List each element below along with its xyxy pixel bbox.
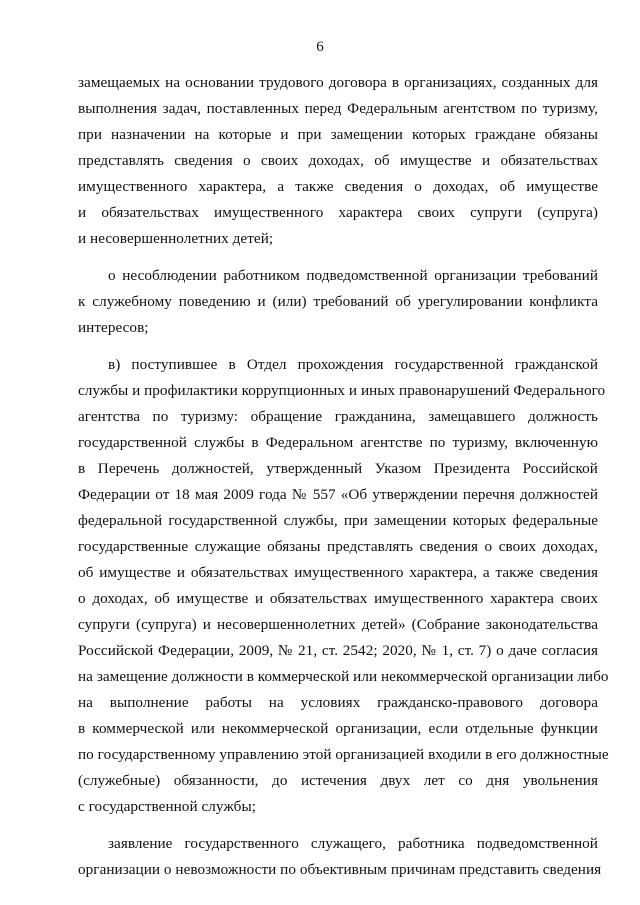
text-line: службы и профилактики коррупционных и иных правонарушений Федерального (78, 382, 606, 399)
text-line: Российской Федерации, 2009, № 21, ст. 2542; 2020, № 1, ст. 7) о даче согласия (78, 642, 598, 659)
text-line: государственной службы в Федеральном агентстве по туризму, включенную (78, 434, 598, 451)
text-line: к служебному поведению и (или) требований об урегулировании конфликта (78, 293, 598, 310)
text-line: по государственному управлению этой организацией входили в его должностные (78, 746, 609, 763)
text-line: об имуществе и обязательствах имущественного характера, а также сведения (78, 564, 598, 581)
text-line: замещаемых на основании трудового договора в организациях, созданных для (78, 74, 598, 91)
text-line: выполнения задач, поставленных перед Федеральным агентством по туризму, (78, 100, 598, 117)
text-line: интересов; (78, 319, 149, 336)
text-line: и несовершеннолетних детей; (78, 230, 274, 247)
text-line: имущественного характера, а также сведения о доходах, об имуществе (78, 178, 598, 195)
text-line: (служебные) обязанности, до истечения двух лет со дня увольнения (78, 772, 598, 789)
text-line: государственные служащие обязаны представлять сведения о своих доходах, (78, 538, 598, 555)
text-line: с государственной службы; (78, 798, 256, 815)
text-line: в коммерческой или некоммерческой организации, если отдельные функции (78, 720, 598, 737)
text-line: заявление государственного служащего, работника подведомственной (108, 835, 598, 852)
text-line: агентства по туризму: обращение гражданина, замещавшего должность (78, 408, 598, 425)
text-line: в) поступившее в Отдел прохождения государственной гражданской (108, 356, 598, 373)
text-line: о доходах, об имуществе и обязательствах имущественного характера своих (78, 590, 598, 607)
paragraph (78, 263, 598, 341)
page-number: 6 (316, 39, 324, 55)
document-body (78, 70, 609, 883)
text-line: и обязательствах имущественного характера своих супруги (супруга) (78, 204, 598, 221)
text-line: представлять сведения о своих доходах, об имуществе и обязательствах (78, 152, 598, 169)
paragraph (78, 831, 602, 883)
text-line: супруги (супруга) и несовершеннолетних детей» (Собрание законодательства (78, 616, 598, 633)
paragraph (78, 70, 598, 252)
text-line: организации о невозможности по объективным причинам представить сведения (78, 861, 602, 878)
text-line: при назначении на которые и при замещении которых граждане обязаны (78, 126, 598, 143)
text-line: в Перечень должностей, утвержденный Указом Президента Российской (78, 460, 598, 477)
text-line: федеральной государственной службы, при замещении которых федеральные (78, 512, 598, 529)
text-line: на выполнение работы на условиях гражданско-правового договора (78, 694, 598, 711)
text-line: о несоблюдении работником подведомственной организации требований (108, 267, 598, 284)
paragraph (78, 352, 609, 820)
text-line: Федерации от 18 мая 2009 года № 557 «Об утверждении перечня должностей (78, 486, 598, 503)
text-line: на замещение должности в коммерческой или некоммерческой организации либо (78, 668, 609, 685)
